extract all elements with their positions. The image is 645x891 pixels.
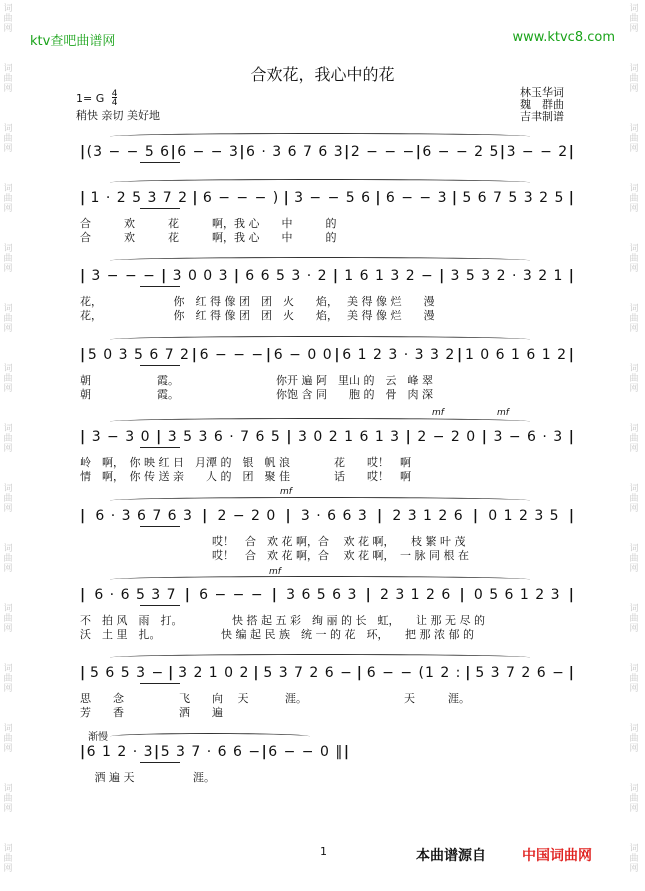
barline: | <box>405 429 412 445</box>
beam <box>140 208 180 209</box>
barline: | <box>80 665 87 681</box>
measure: 6 − − 3 <box>385 190 448 206</box>
barline: | <box>285 508 292 524</box>
barline: | <box>161 268 168 284</box>
measure: 6 − − 3 <box>177 144 239 160</box>
watermark-text: 词 曲 网 <box>629 124 639 154</box>
key-label: 1= G <box>76 92 105 105</box>
barline: | <box>334 347 341 363</box>
watermark-left <box>2 0 20 891</box>
measure: 3 − − 2 <box>506 144 569 160</box>
barline: | <box>568 508 575 524</box>
measure: 3 5 3 2 · 3 2 1 <box>450 268 564 284</box>
measure: 3 0 0 3 <box>172 268 229 284</box>
barline: | <box>80 587 87 603</box>
lyric-line-1: 洒 遍 天 涯。 <box>80 771 215 784</box>
lyric-line-2: 花， 你 红 得 像 团 团 火 焰， 美 得 像 烂 漫 <box>80 309 435 322</box>
measure: 5 0 3 5 6 7 2 <box>87 347 190 363</box>
watermark-text: 词 曲 网 <box>629 844 639 874</box>
measure: 5 3 7 · 6 6 − <box>160 744 262 760</box>
barline: | <box>377 508 384 524</box>
watermark-text: 词 曲 网 <box>3 544 13 574</box>
lyric-line-1: 思 念 飞 向 天 涯。 天 涯。 <box>80 692 470 705</box>
measure: (3 − − 5 6 <box>86 144 171 160</box>
barline: | <box>344 144 351 160</box>
barline: | <box>451 190 458 206</box>
barline: | <box>261 744 268 760</box>
beam <box>140 162 180 163</box>
beam <box>140 447 180 448</box>
slur <box>110 418 530 425</box>
lyric-line-1: 合 欢 花 啊，我 心 中 的 <box>80 217 337 230</box>
barline: | <box>499 144 507 160</box>
tempo-marking: 稍快 亲切 美好地 <box>76 109 160 122</box>
site-link-left[interactable]: ktv查吧曲谱网 <box>30 34 116 49</box>
beam <box>140 683 180 684</box>
watermark-text: 词 曲 网 <box>3 844 13 874</box>
lyric-line-1: 花， 你 红 得 像 团 团 火 焰， 美 得 像 烂 漫 <box>80 295 435 308</box>
measure: 6 − − (1 2 : <box>366 665 462 681</box>
watermark-text: 词 曲 网 <box>629 184 639 214</box>
barline: | <box>465 665 472 681</box>
barline: | <box>343 744 350 760</box>
watermark-text: 词 曲 网 <box>629 544 639 574</box>
arranger: 吉聿制谱 <box>520 110 564 123</box>
barline: | <box>80 429 87 445</box>
measure: 2 − 2 0 <box>217 508 277 524</box>
measure: 6 · 3 6 7 6 3 <box>95 508 193 524</box>
score-system <box>80 266 575 286</box>
barline: | <box>192 190 199 206</box>
measure: 6 1 2 3 · 3 3 2 <box>342 347 456 363</box>
barline: | <box>239 144 246 160</box>
barline: | <box>80 144 87 160</box>
measure: 2 − 2 0 <box>417 429 477 445</box>
composer: 魏 群曲 <box>520 98 564 111</box>
measure: 5 3 7 2 6 − <box>263 665 353 681</box>
beam <box>140 605 180 606</box>
measure: 6 − − − <box>199 587 264 603</box>
mf-mark-4: mf <box>269 567 281 577</box>
measure: 3 6 5 6 3 <box>286 587 358 603</box>
watermark-text: 词 曲 网 <box>629 724 639 754</box>
lyric-line-2: 合 欢 花 啊，我 心 中 的 <box>80 231 337 244</box>
barline: | <box>568 190 575 206</box>
measure: 3 2 1 0 2 <box>178 665 250 681</box>
barline: | <box>481 429 488 445</box>
beam <box>140 762 180 763</box>
time-top: 4 <box>111 89 118 99</box>
measure: 3 − − 5 6 <box>294 190 372 206</box>
score-system <box>80 188 575 208</box>
measure: 6 1 2 · 3 <box>86 744 154 760</box>
barline: | <box>356 665 363 681</box>
mf-mark-2: mf <box>497 408 509 418</box>
barline: | <box>568 144 575 160</box>
score-system <box>80 585 575 605</box>
beam <box>140 526 180 527</box>
watermark-text: 词 曲 网 <box>629 244 639 274</box>
measure: 6 − − − ) <box>202 190 280 206</box>
barline: | <box>233 268 240 284</box>
watermark-text: 词 曲 网 <box>3 784 13 814</box>
watermark-text: 词 曲 网 <box>629 64 639 94</box>
score-system <box>80 427 575 447</box>
measure: 1 6 1 3 2 − <box>344 268 434 284</box>
watermark-text: 词 曲 网 <box>3 64 13 94</box>
measure: 6 6 5 3 · 2 <box>245 268 328 284</box>
barline: | <box>568 429 575 445</box>
watermark-text: 词 曲 网 <box>3 604 13 634</box>
slur <box>110 133 530 140</box>
watermark-text: 词 曲 网 <box>3 124 13 154</box>
slur <box>110 733 310 740</box>
barline: | <box>332 268 339 284</box>
measure: 5 6 5 3 − <box>90 665 165 681</box>
slur <box>110 576 530 583</box>
time-bottom: 4 <box>111 98 118 108</box>
measure: 3 − − − <box>91 268 156 284</box>
barline: | <box>156 429 163 445</box>
barline: | <box>80 744 87 760</box>
score-system <box>80 506 575 526</box>
barline: | <box>568 347 575 363</box>
barline: | <box>459 587 466 603</box>
barline: | <box>472 508 480 524</box>
barline: | <box>170 144 177 160</box>
score-system <box>80 742 350 762</box>
barline: | <box>568 665 575 681</box>
song-title: 合欢花，我心中的花 <box>250 65 395 84</box>
slur <box>110 654 530 661</box>
source-link[interactable]: 中国词曲网 <box>522 848 592 864</box>
key-signature <box>76 90 117 108</box>
lyricist: 林玉华词 <box>520 86 564 99</box>
measure: 6 − − 2 5 <box>422 144 500 160</box>
watermark-right <box>628 0 645 891</box>
time-signature <box>112 90 118 108</box>
measure: 2 − − − <box>350 144 416 160</box>
barline: | <box>439 268 446 284</box>
barline: | <box>415 144 422 160</box>
barline: | <box>191 347 198 363</box>
slur <box>110 257 530 264</box>
barline: | <box>154 744 161 760</box>
watermark-text: 词 曲 网 <box>629 304 639 334</box>
score-system <box>80 345 575 365</box>
measure: 0 5 6 1 2 3 <box>473 587 561 603</box>
lyric-line-1: 岭 啊， 你 映 红 日 月潭 的 银 帆 浪 花 哎！ 啊 <box>80 456 411 469</box>
score-system <box>80 663 575 683</box>
watermark-text: 词 曲 网 <box>629 784 639 814</box>
watermark-text: 词 曲 网 <box>3 4 13 34</box>
measure: 6 · 3 6 7 6 3 <box>246 144 344 160</box>
watermark-text: 词 曲 网 <box>3 484 13 514</box>
watermark-text: 词 曲 网 <box>3 664 13 694</box>
tempo-jianman: 渐慢 <box>88 732 108 743</box>
score-system <box>80 142 575 162</box>
slur <box>110 497 530 504</box>
watermark-text: 词 曲 网 <box>629 364 639 394</box>
barline: | <box>80 347 87 363</box>
watermark-text: 词 曲 网 <box>3 724 13 754</box>
mf-mark-1: mf <box>432 408 444 418</box>
barline: | <box>283 190 290 206</box>
measure: 1 · 2 5 3 7 2 <box>90 190 189 206</box>
measure: 3 5 3 6 · 7 6 5 <box>167 429 281 445</box>
lyric-line-1: 哎！ 合 欢 花 啊，合 欢 花 啊， 枝 繁 叶 茂 <box>80 535 466 548</box>
barline: | <box>568 268 575 284</box>
lyric-line-2: 哎！ 合 欢 花 啊，合 欢 花 啊， 一 脉 同 根 在 <box>80 549 469 562</box>
barline: | <box>202 508 209 524</box>
page-number: 1 <box>320 845 327 858</box>
watermark-text: 词 曲 网 <box>629 4 639 34</box>
measure: 6 − − − <box>199 347 265 363</box>
barline: | <box>80 268 87 284</box>
watermark-text: 词 曲 网 <box>629 664 639 694</box>
measure: 3 − 3 0 <box>91 429 151 445</box>
watermark-text: 词 曲 网 <box>629 604 639 634</box>
barline: | <box>375 190 382 206</box>
measure: 1 0 6 1 6 1 2 <box>464 347 567 363</box>
barline: | <box>80 190 87 206</box>
barline: | <box>265 347 273 363</box>
barline: | <box>184 587 191 603</box>
watermark-text: 词 曲 网 <box>3 424 13 454</box>
slur <box>110 179 530 186</box>
lyric-line-2: 沃 土 里 扎。 快 编 起 民 族 统 一 的 花 环， 把 那 浓 郁 的 <box>80 628 474 641</box>
measure: 3 0 2 1 6 1 3 <box>298 429 401 445</box>
source-label: 本曲谱源自 <box>416 848 486 864</box>
measure: 2 3 1 2 6 <box>379 587 452 603</box>
barline: | <box>271 587 278 603</box>
mf-mark-3: mf <box>280 487 292 497</box>
measure: 6 − − 0 ‖ <box>268 744 344 760</box>
beam <box>140 286 180 287</box>
lyric-line-1: 不 拍 风 雨 打。 快 搭 起 五 彩 绚 丽 的 长 虹， 让 那 无 尽 的 <box>80 614 485 627</box>
site-link-right[interactable]: www.ktvc8.com <box>512 30 615 45</box>
beam <box>140 365 180 366</box>
lyric-line-1: 朝 霞。 你开 遍 阿 里山 的 云 峰 翠 <box>80 374 433 387</box>
measure: 5 6 7 5 3 2 5 <box>462 190 565 206</box>
lyric-line-2: 情 啊， 你 传 送 亲 人 的 团 聚 佳 话 哎！ 啊 <box>80 470 411 483</box>
measure: 5 3 7 2 6 − <box>475 665 565 681</box>
slur <box>110 336 530 343</box>
barline: | <box>286 429 293 445</box>
measure: 3 − 6 · 3 <box>493 429 564 445</box>
watermark-text: 词 曲 网 <box>3 304 13 334</box>
measure: 6 · 6 5 3 7 <box>94 587 177 603</box>
measure: 3 · 6 6 3 <box>300 508 368 524</box>
measure: 2 3 1 2 6 <box>392 508 464 524</box>
lyric-line-2: 芳 香 洒 遍 <box>80 706 223 719</box>
watermark-text: 词 曲 网 <box>3 364 13 394</box>
barline: | <box>80 508 87 524</box>
lyric-line-2: 朝 霞。 你饱 含 同 胞 的 骨 肉 深 <box>80 388 433 401</box>
measure: 6 − 0 0 <box>273 347 333 363</box>
watermark-text: 词 曲 网 <box>3 244 13 274</box>
barline: | <box>168 665 175 681</box>
watermark-text: 词 曲 网 <box>629 424 639 454</box>
barline: | <box>365 587 372 603</box>
barline: | <box>568 587 575 603</box>
measure: 0 1 2 3 5 <box>488 508 560 524</box>
barline: | <box>253 665 260 681</box>
barline: | <box>457 347 464 363</box>
watermark-text: 词 曲 网 <box>3 184 13 214</box>
watermark-text: 词 曲 网 <box>629 484 639 514</box>
